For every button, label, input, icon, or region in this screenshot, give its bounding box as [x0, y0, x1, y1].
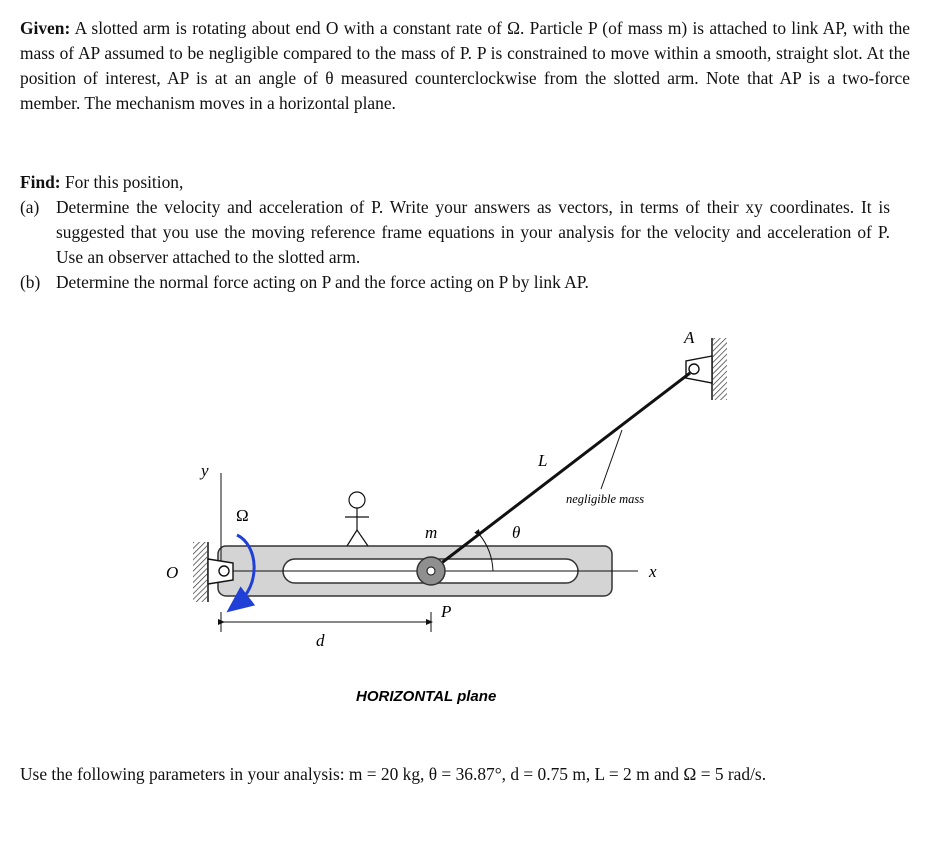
label-l: L	[538, 451, 548, 470]
given-label: Given:	[20, 18, 71, 38]
label-a: A	[684, 328, 695, 347]
find-text: For this position,	[64, 172, 184, 192]
dimension-d	[221, 612, 431, 632]
pin-a	[689, 364, 699, 374]
particle-p-pin	[427, 567, 435, 575]
find-heading	[20, 170, 910, 195]
link-ap	[431, 373, 690, 571]
label-omega: Ω	[236, 506, 249, 525]
wall-support-a	[686, 338, 727, 400]
find-label: Find:	[20, 172, 61, 192]
label-theta: θ	[512, 523, 521, 542]
find-item-b-label: (b)	[20, 272, 41, 292]
wall-hatch-a	[713, 338, 727, 400]
find-item-a-text: Determine the velocity and acceleration of P. Write your answers as vectors, in terms of their xy coordinates. It is suggested that you use the moving reference frame equations in your analysis for the velocity and acceleration of P. Use an observer attached to the slotted arm.	[56, 197, 890, 267]
label-m: m	[425, 523, 438, 542]
label-y: y	[201, 461, 209, 480]
observer-figure	[345, 492, 369, 546]
mechanism-figure	[0, 300, 944, 720]
given-paragraph	[20, 16, 910, 116]
find-item-a-label: (a)	[20, 197, 40, 217]
wall-hatch-o	[193, 542, 207, 602]
parameters-paragraph: Use the following parameters in your analysis: m = 20 kg, θ = 36.87°, d = 0.75 m, L = 2 m and Ω = 5 rad/s.	[20, 764, 767, 784]
label-negligible-mass: negligible mass	[566, 492, 645, 506]
label-p: P	[441, 602, 452, 621]
given-text: A slotted arm is rotating about end O with a constant rate of Ω. Particle P (of mass m) is attached to link AP, with the mass of AP assumed to be negligible compared to the mass of P. P is constrained to move within a smooth, straight slot. At the position of interest, AP is at an angle of θ measured counterclockwise from the slotted arm. Note that AP is a two-force member. The mechanism moves in a horizontal plane.	[20, 18, 910, 113]
find-item-b-text: Determine the normal force acting on P and the force acting on P by link AP.	[56, 272, 589, 292]
label-o: O	[166, 563, 179, 582]
label-d: d	[316, 631, 325, 650]
pin-o	[219, 566, 229, 576]
caption-horizontal-plane: HORIZONTAL plane	[356, 688, 497, 705]
label-x: x	[649, 562, 657, 581]
